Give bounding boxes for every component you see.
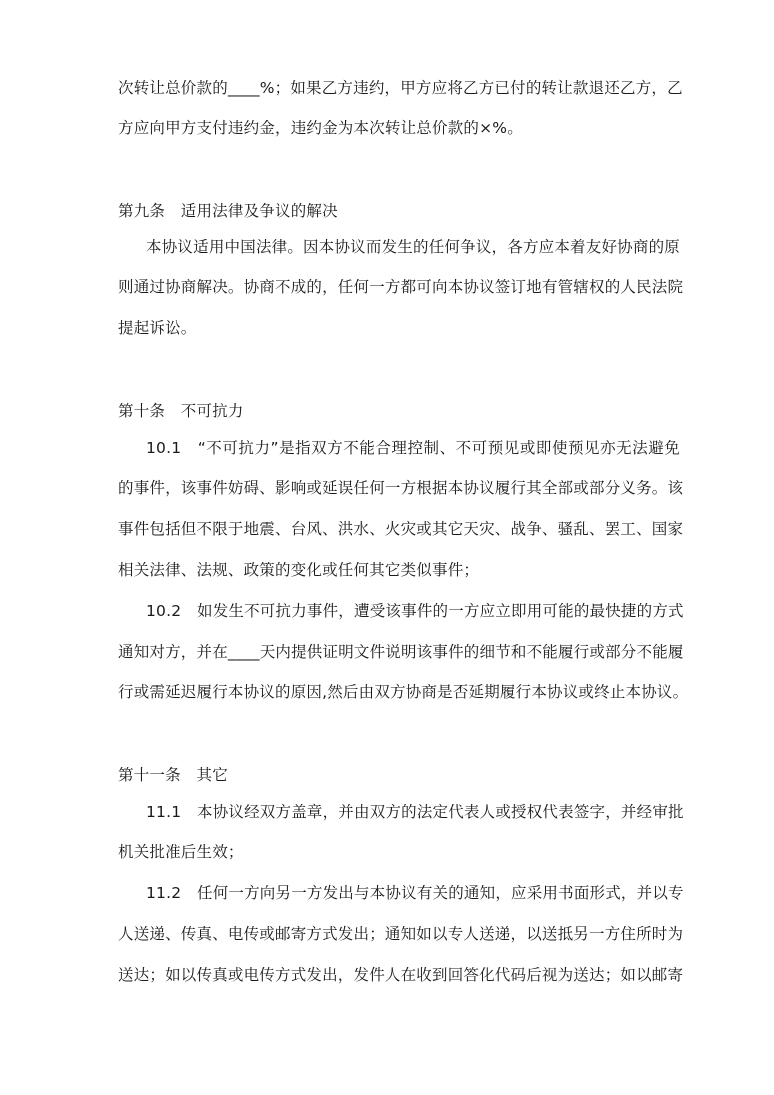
paragraph-line: 则通过协商解决。协商不成的，任何一方都可向本协议签订地有管辖权的人民法院 <box>118 278 684 296</box>
clause-11-2-line: 11.2 任何一方向另一方发出与本协议有关的通知，应采用书面形式，并以专 <box>146 884 684 902</box>
paragraph-line: 事件包括但不限于地震、台风、洪水、火灾或其它天灾、战争、骚乱、罢工、国家 <box>118 520 684 538</box>
paragraph-line: 次转让总价款的____%；如果乙方违约，甲方应将乙方已付的转让款退还乙方，乙 <box>118 79 683 97</box>
paragraph-line: 的事件，该事件妨碍、影响或延误任何一方根据本协议履行其全部或部分义务。该 <box>118 479 684 497</box>
paragraph-line: 人送递、传真、电传或邮寄方式发出；通知如以专人送递，以送抵另一方住所时为 <box>118 925 684 943</box>
paragraph-line: 提起诉讼。 <box>118 319 197 337</box>
paragraph-line: 相关法律、法规、政策的变化或任何其它类似事件； <box>118 561 480 579</box>
paragraph-line: 本协议适用中国法律。因本协议而发生的任何争议，各方应本着友好协商的原 <box>146 238 680 256</box>
clause-11-1-line: 11.1 本协议经双方盖章，并由双方的法定代表人或授权代表签字，并经审批 <box>146 803 684 821</box>
paragraph-line: 通知对方，并在____天内提供证明文件说明该事件的细节和不能履行或部分不能履 <box>118 643 684 661</box>
clause-10-1-line: 10.1 “不可抗力”是指双方不能合理控制、不可预见或即使预见亦无法避免 <box>146 439 680 457</box>
section-heading-article-10: 第十条 不可抗力 <box>118 402 244 420</box>
section-heading-article-11: 第十一条 其它 <box>118 766 228 784</box>
paragraph-line: 行或需延迟履行本协议的原因,然后由双方协商是否延期履行本协议或终止本协议。 <box>118 683 689 701</box>
clause-10-2-line: 10.2 如发生不可抗力事件，遭受该事件的一方应立即用可能的最快捷的方式 <box>146 602 684 620</box>
paragraph-line: 机关批准后生效； <box>118 843 244 861</box>
paragraph-line: 方应向甲方支付违约金，违约金为本次转让总价款的×%。 <box>118 119 523 137</box>
section-heading-article-9: 第九条 适用法律及争议的解决 <box>118 202 338 220</box>
paragraph-line: 送达；如以传真或电传方式发出，发件人在收到回答化代码后视为送达；如以邮寄 <box>118 966 684 984</box>
